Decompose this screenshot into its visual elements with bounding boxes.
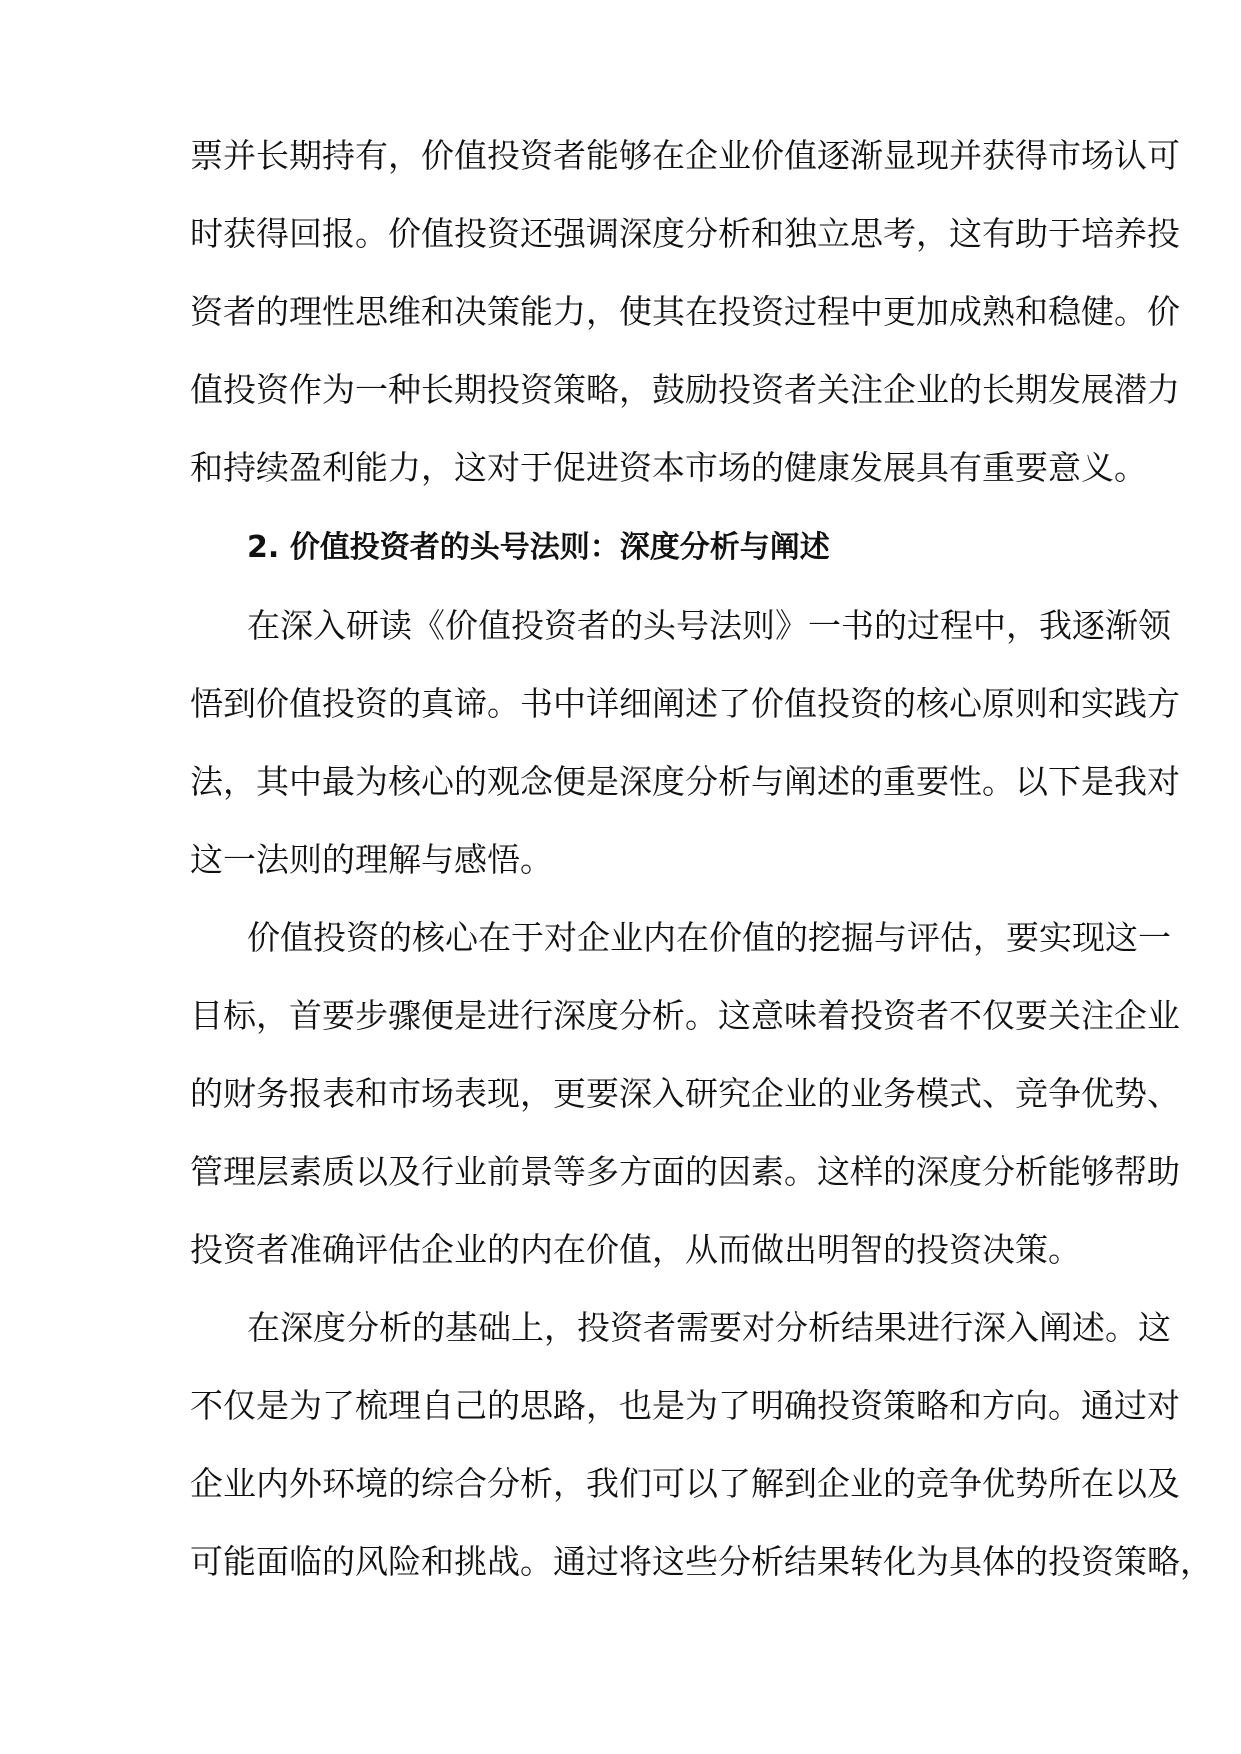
analysis-paragraph bbox=[190, 918, 1180, 1269]
paragraph-line: 悟到价值投资的真谛。书中详细阐述了价值投资的核心原则和实践方 bbox=[190, 684, 1180, 723]
paragraph-line: 企业内外环境的综合分析，我们可以了解到企业的竞争优势所在以及 bbox=[190, 1464, 1180, 1503]
paragraph-line: 目标，首要步骤便是进行深度分析。这意味着投资者不仅要关注企业 bbox=[190, 996, 1180, 1035]
section-heading-block bbox=[190, 530, 1060, 566]
paragraph-line: 可能面临的风险和挑战。通过将这些分析结果转化为具体的投资策略， bbox=[190, 1542, 1213, 1581]
paragraph-line: 值投资作为一种长期投资策略，鼓励投资者关注企业的长期发展潜力 bbox=[190, 370, 1180, 409]
paragraph-line: 资者的理性思维和决策能力，使其在投资过程中更加成熟和稳健。价 bbox=[190, 292, 1180, 331]
paragraph-line: 的财务报表和市场表现，更要深入研究企业的业务模式、竞争优势、 bbox=[190, 1074, 1180, 1113]
elaboration-paragraph bbox=[190, 1308, 1213, 1581]
paragraph-line: 这一法则的理解与感悟。 bbox=[190, 840, 553, 879]
paragraph-line: 和持续盈利能力，这对于促进资本市场的健康发展具有重要意义。 bbox=[190, 448, 1147, 487]
paragraph-line: 在深入研读《价值投资者的头号法则》一书的过程中，我逐渐领 bbox=[247, 606, 1171, 645]
paragraph-line: 管理层素质以及行业前景等多方面的因素。这样的深度分析能够帮助 bbox=[190, 1152, 1180, 1191]
intro-paragraph bbox=[190, 136, 1180, 487]
paragraph-line: 在深度分析的基础上，投资者需要对分析结果进行深入阐述。这 bbox=[247, 1308, 1171, 1347]
reading-paragraph bbox=[190, 606, 1180, 879]
section-heading: 2. 价值投资者的头号法则：深度分析与阐述 bbox=[247, 530, 830, 565]
paragraph-line: 时获得回报。价值投资还强调深度分析和独立思考，这有助于培养投 bbox=[190, 214, 1180, 253]
paragraph-line: 法，其中最为核心的观念便是深度分析与阐述的重要性。以下是我对 bbox=[190, 762, 1180, 801]
paragraph-line: 票并长期持有，价值投资者能够在企业价值逐渐显现并获得市场认可 bbox=[190, 136, 1180, 175]
paragraph-line: 不仅是为了梳理自己的思路，也是为了明确投资策略和方向。通过对 bbox=[190, 1386, 1180, 1425]
document-body bbox=[190, 136, 1213, 1622]
paragraph-line: 投资者准确评估企业的内在价值，从而做出明智的投资决策。 bbox=[190, 1230, 1081, 1269]
paragraph-line: 价值投资的核心在于对企业内在价值的挖掘与评估，要实现这一 bbox=[247, 918, 1171, 957]
